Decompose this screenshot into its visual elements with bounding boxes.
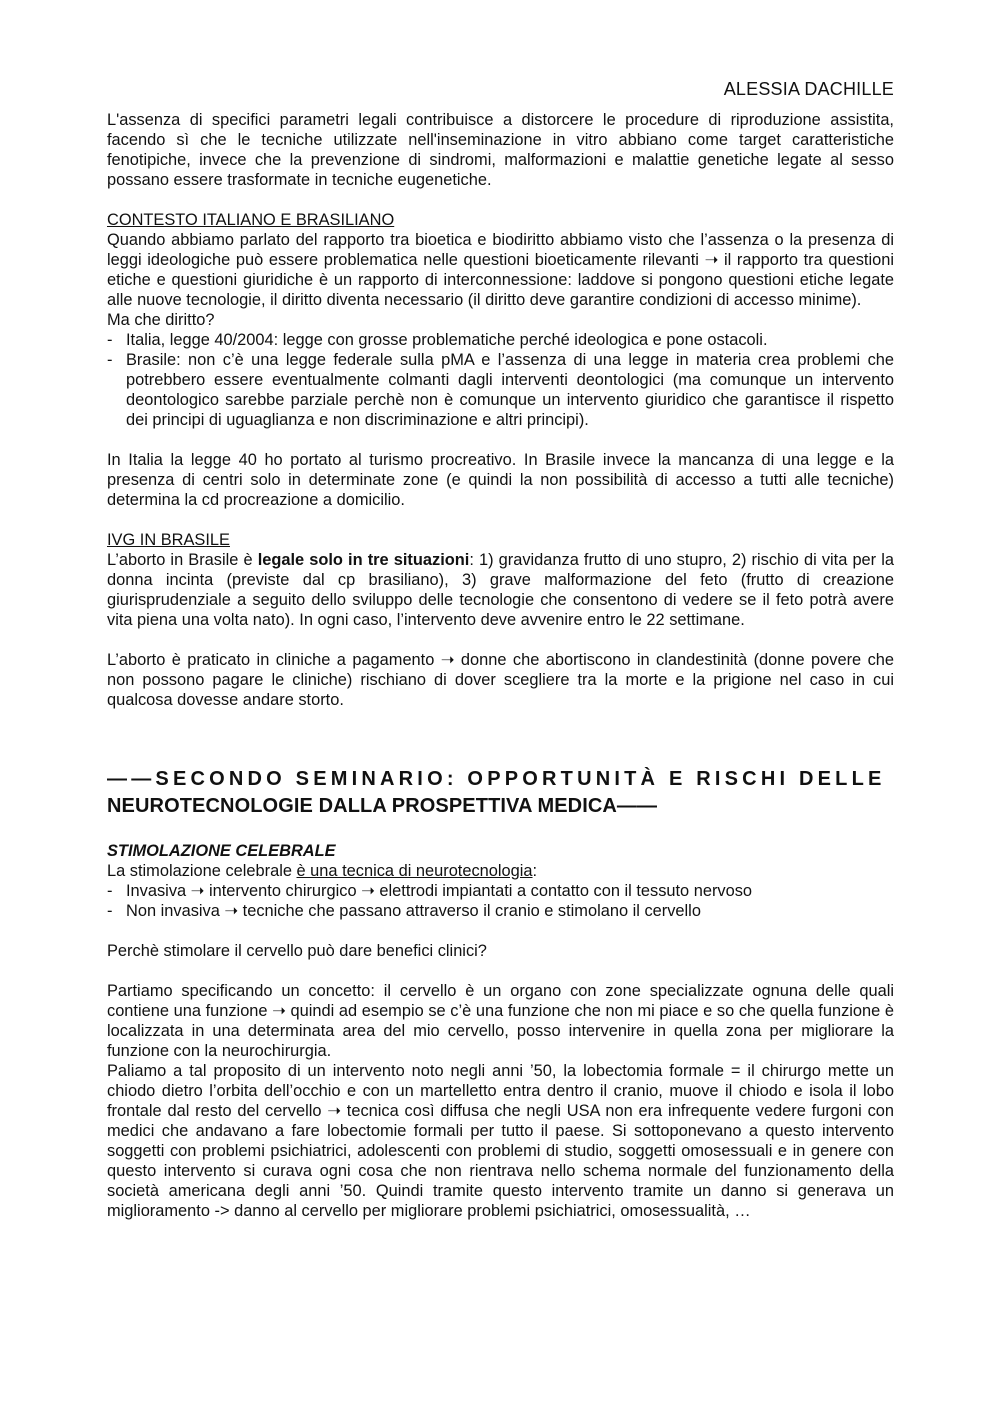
cervello-paragraph: Partiamo specificando un concetto: il cervello è un organo con zone specializzate ognuna delle quali contiene una funzione ➝ quindi ad esempio se c’è una funzione che non mi piace e so che quella funzione è localizzata in una determinata area del mio cervello, posso intervenire in quella zona per migliorare la funzione con la neurochirurgia. bbox=[107, 982, 894, 1060]
document-body bbox=[107, 110, 894, 1221]
seminar-title-line2: NEUROTECNOLOGIE DALLA PROSPETTIVA MEDICA—— bbox=[107, 795, 658, 817]
underlined-phrase: è una tecnica di neurotecnologia bbox=[296, 862, 533, 880]
intro-paragraph: L'assenza di specifici parametri legali contribuisce a distorcere le procedure di riproduzione assistita, facendo sì che le tecniche utilizzate nell'inseminazione in vitro abbiano come target caratteristiche fenotipiche, invece che la prevenzione di sindromi, malformazioni e malattie genetiche legate al sesso possano essere trasformate in tecniche eugenetiche. bbox=[107, 111, 894, 189]
section-heading-ivg: IVG IN BRASILE bbox=[107, 531, 230, 549]
contesto-question: Ma che diritto? bbox=[107, 311, 215, 329]
stimolazione-list bbox=[107, 881, 894, 921]
stimolazione-intro: La stimolazione celebrale è una tecnica di neurotecnologia: bbox=[107, 862, 538, 880]
stimolazione-question: Perchè stimolare il cervello può dare benefici clinici? bbox=[107, 942, 487, 960]
section-heading-stimolazione: STIMOLAZIONE CELEBRALE bbox=[107, 842, 336, 860]
aborto-paragraph: L’aborto è praticato in cliniche a pagamento ➝ donne che abortiscono in clandestinità (donne povere che non possono pagare le cliniche) rischiano di dover scegliere tra la morte e la prigione nel caso in cui qualcosa dovesse andare storto. bbox=[107, 651, 894, 709]
bold-phrase: legale solo in tre situazioni bbox=[257, 551, 470, 569]
seminar-title bbox=[107, 766, 894, 820]
section-heading-contesto: CONTESTO ITALIANO E BRASILIANO bbox=[107, 211, 395, 229]
list-item: - Brasile: non c’è una legge federale sulla pMA e l’assenza di una legge in materia crea problemi che potrebbero essere eventualmente colmanti dagli interventi deontologici (ma comunque un intervento deontologico sarebbe parziale perchè non è comunque un intervento giuridico che garantisce il rispetto dei principi di uguaglianza e non discriminazione e altri principi). bbox=[107, 350, 894, 430]
author-header: ALESSIA DACHILLE bbox=[723, 79, 894, 99]
list-item: - Italia, legge 40/2004: legge con grosse problematiche perché ideologica e pone ostacoli. bbox=[107, 330, 894, 350]
list-item: - Invasiva ➝ intervento chirurgico ➝ elettrodi impiantati a contatto con il tessuto nervoso bbox=[107, 881, 894, 901]
contesto-paragraph: Quando abbiamo parlato del rapporto tra bioetica e biodiritto abbiamo visto che l’assenza o la presenza di leggi ideologiche può essere problematica nelle questioni bioeticamente rilevanti ➝ il rapporto tra questioni etiche e questioni giuridiche è un rapporto di interconnessione: laddove si pongono questioni etiche legate alle nuove tecnologie, il diritto diventa necessario (il diritto deve garantire condizioni di accesso minime). bbox=[107, 231, 894, 309]
seminar-title-line1: ——SECONDO SEMINARIO: OPPORTUNITÀ E RISCHI DELLE bbox=[107, 768, 886, 790]
lobectomia-paragraph: Paliamo a tal proposito di un intervento noto negli anni ’50, la lobectomia formale = il chirurgo mette un chiodo dietro l’orbita dell’occhio e con un martelletto entra dentro il cranio, muove il chiodo e isola il lobo frontale dal resto del cervello ➝ tecnica così diffusa che negli USA non era infrequente vedere furgoni con medici che andavano a fare lobectomie formali per tutto il paese. Si sottoponevano a questo intervento soggetti con problemi psichiatrici, adolescenti con problemi di studio, soggetti omosessuali e in genere con questo intervento si curava ogni cosa che non rientrava nello schema normale del funzionamento della società americana degli anni ’50. Quindi tramite questo intervento tramite un danno si generava un miglioramento -> danno al cervello per migliorare problemi psichiatrici, omosessualità, … bbox=[107, 1062, 894, 1220]
turismo-paragraph: In Italia la legge 40 ho portato al turismo procreativo. In Brasile invece la mancanza di una legge e la presenza di centri solo in determinate zone (e quindi la non possibilità di accesso a tutti alle tecniche) determina la cd procreazione a domicilio. bbox=[107, 451, 894, 509]
list-item: - Non invasiva ➝ tecniche che passano attraverso il cranio e stimolano il cervello bbox=[107, 901, 894, 921]
ivg-paragraph: L’aborto in Brasile è legale solo in tre situazioni: 1) gravidanza frutto di uno stupro, 2) rischio di vita per la donna incinta (previste dal cp brasiliano), 3) grave malformazione del feto (frutto di creazione giurisprudenziale a seguito dello sviluppo delle tecnologie che consentono di vedere se il feto potrà avere vita piena una volta nato). In ogni caso, l’intervento deve avvenire entro le 22 settimane. bbox=[107, 551, 894, 629]
contesto-list bbox=[107, 330, 894, 430]
